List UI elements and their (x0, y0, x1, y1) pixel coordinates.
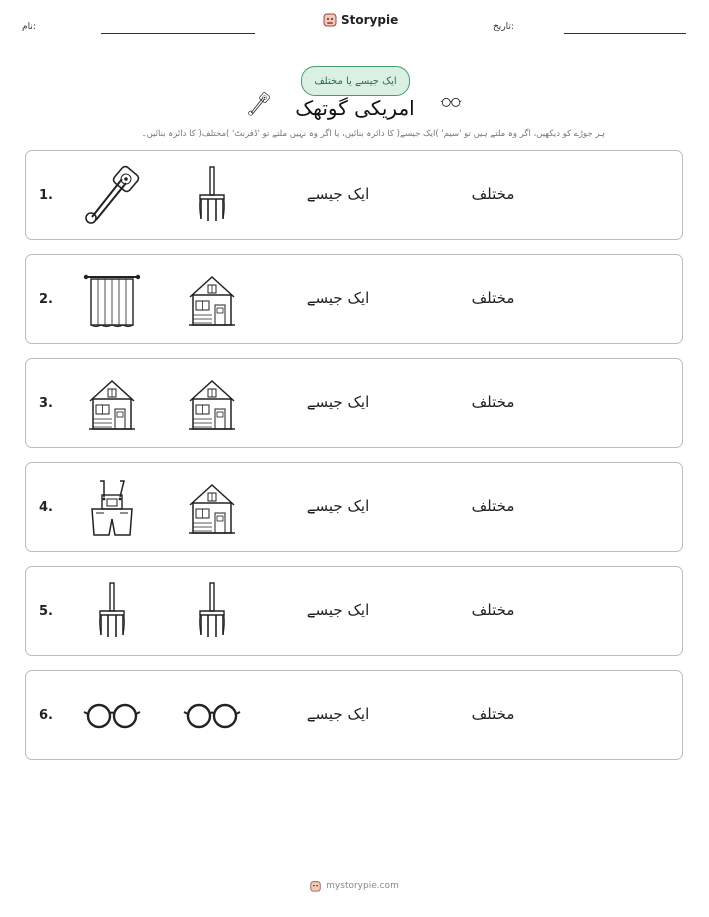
house-icon (182, 269, 242, 329)
glasses-icon (82, 685, 142, 745)
pitchfork-icon (182, 165, 242, 225)
question-number: 4. (39, 500, 53, 515)
question-row (25, 254, 683, 344)
question-number: 3. (39, 396, 53, 411)
question-row (25, 150, 683, 240)
same-option[interactable]: ایک جیسے (306, 497, 370, 515)
different-option[interactable]: مختلف (471, 185, 515, 203)
different-option[interactable]: مختلف (471, 705, 515, 723)
pitchfork-icon (82, 581, 142, 641)
page-title: امریکی گوتھک (295, 96, 415, 120)
date-line[interactable] (564, 33, 686, 34)
footer (0, 880, 709, 892)
different-option[interactable]: مختلف (471, 289, 515, 307)
instructions: ہر جوڑے کو دیکھیں، اگر وہ ملتے ہیں تو 'سیم' )ایک جیسے( کا دائرہ بنائیں، یا اگر وہ نہیں ملتے تو 'ڈفرنٹ' )مختلف( کا دائرہ بنائیں۔ (141, 129, 605, 139)
footer-url[interactable]: mystorypie.com (326, 881, 399, 891)
question-row (25, 566, 683, 656)
question-number: 1. (39, 188, 53, 203)
question-number: 2. (39, 292, 53, 307)
different-option[interactable]: مختلف (471, 497, 515, 515)
different-option[interactable]: مختلف (471, 393, 515, 411)
house-icon (82, 373, 142, 433)
brand-logo (323, 12, 398, 27)
same-option[interactable]: ایک جیسے (306, 705, 370, 723)
storypie-logo-icon (323, 12, 337, 27)
question-row (25, 462, 683, 552)
different-option[interactable]: مختلف (471, 601, 515, 619)
house-icon (182, 477, 242, 537)
question-number: 6. (39, 708, 53, 723)
same-option[interactable]: ایک جیسے (306, 289, 370, 307)
overalls-icon (82, 477, 142, 537)
question-number: 5. (39, 604, 53, 619)
question-row (25, 358, 683, 448)
glasses-icon (182, 685, 242, 745)
question-row (25, 670, 683, 760)
name-label: نام: (22, 22, 36, 32)
safety-pin-icon (247, 92, 271, 116)
same-option[interactable]: ایک جیسے (306, 393, 370, 411)
date-label: تاریخ: (493, 22, 514, 32)
brand-name: Storypie (341, 12, 399, 27)
safety-pin-icon (82, 165, 142, 225)
same-option[interactable]: ایک جیسے (306, 601, 370, 619)
glasses-icon (436, 95, 466, 117)
same-option[interactable]: ایک جیسے (306, 185, 370, 203)
house-icon (182, 373, 242, 433)
name-line[interactable] (101, 33, 255, 34)
curtain-icon (82, 269, 142, 329)
worksheet-badge: ایک جیسے یا مختلف (301, 66, 410, 96)
pitchfork-icon (182, 581, 242, 641)
storypie-logo-icon (310, 880, 321, 892)
